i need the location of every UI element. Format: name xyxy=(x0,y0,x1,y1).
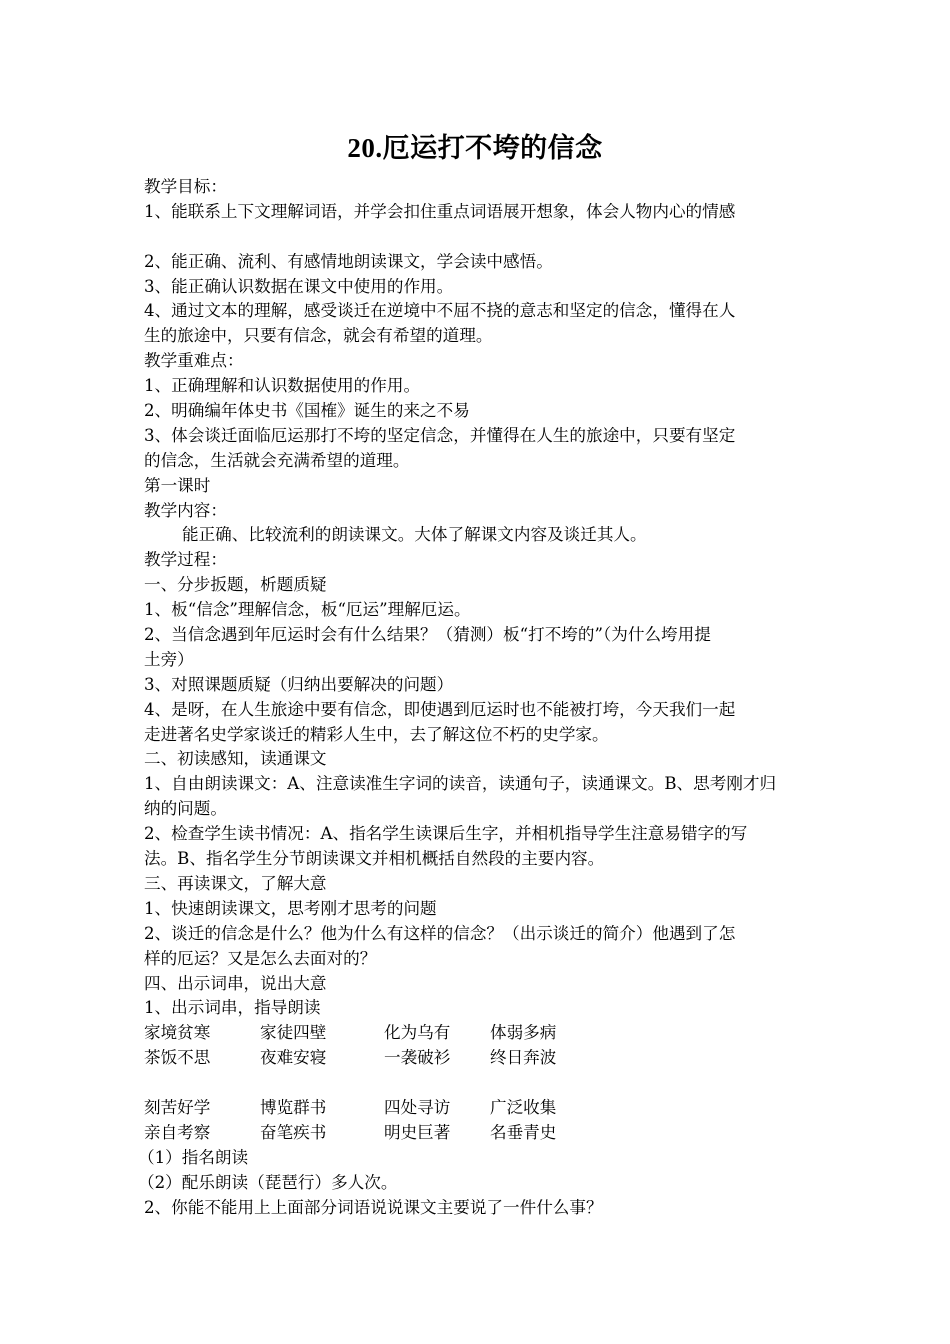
text-line: 的信念，生活就会充满希望的道理。 xyxy=(144,450,410,470)
step-heading: 一、分步扳题，析题质疑 xyxy=(144,575,327,595)
section-heading-key-points: 教学重难点： xyxy=(144,351,244,371)
text-line: （2）配乐朗读（琵琶行）多人次。 xyxy=(138,1172,398,1192)
text-line: 4、通过文本的理解，感受谈迁在逆境中不屈不挠的意志和坚定的信念，懂得在人 xyxy=(144,301,736,321)
section-heading-content: 教学内容： xyxy=(144,500,227,520)
word-item: 夜难安寝 xyxy=(260,1048,327,1068)
text-line: 1、正确理解和认识数据使用的作用。 xyxy=(144,376,421,396)
text-line: 土旁） xyxy=(144,649,194,669)
text-line: 1、出示词串，指导朗读 xyxy=(144,998,321,1018)
step-heading: 四、出示词串，说出大意 xyxy=(144,973,327,993)
text-line: 1、板“信念”理解信念，板“厄运”理解厄运。 xyxy=(144,600,471,620)
blank-line xyxy=(144,1071,812,1096)
word-item: 四处寻访 xyxy=(384,1097,451,1117)
text-line: 1、自由朗读课文：A、注意读准生字词的读音，读通句子，读通课文。B、思考刚才归 xyxy=(144,774,777,794)
step-heading: 三、再读课文，了解大意 xyxy=(144,873,327,893)
word-row xyxy=(144,1046,812,1071)
text-line: 1、能联系上下文理解词语，并学会扣住重点词语展开想象，体会人物内心的情感 xyxy=(144,201,736,221)
word-item: 明史巨著 xyxy=(384,1122,451,1142)
text-line: 走进著名史学家谈迁的精彩人生中，去了解这位不朽的史学家。 xyxy=(144,724,609,744)
text-line: 2、谈迁的信念是什么？他为什么有这样的信念？（出示谈迁的简介）他遇到了怎 xyxy=(144,923,736,943)
section-heading-lesson: 第一课时 xyxy=(144,475,211,495)
text-line: 2、能正确、流利、有感情地朗读课文，学会读中感悟。 xyxy=(144,251,553,271)
word-item: 一袭破衫 xyxy=(384,1048,451,1068)
text-line: 纳的问题。 xyxy=(144,799,227,819)
section-heading-objectives: 教学目标： xyxy=(144,177,227,196)
word-item: 亲自考察 xyxy=(144,1122,211,1142)
text-line: 样的厄运？又是怎么去面对的？ xyxy=(144,948,377,968)
text-line: 2、当信念遇到年厄运时会有什么结果？（猜测）板“打不垮的”（为什么垮用提 xyxy=(144,625,711,645)
word-item: 博览群书 xyxy=(260,1097,327,1117)
text-line: 生的旅途中，只要有信念，就会有希望的道理。 xyxy=(144,326,493,346)
text-line: 3、体会谈迁面临厄运那打不垮的坚定信念，并懂得在人生的旅途中，只要有坚定 xyxy=(144,425,736,445)
text-line: 2、明确编年体史书《国榷》诞生的来之不易 xyxy=(144,401,470,421)
word-item: 广泛收集 xyxy=(490,1097,557,1117)
word-item: 终日奔波 xyxy=(490,1048,557,1068)
text-line: （1）指名朗读 xyxy=(138,1147,249,1167)
text-line: 4、是呀，在人生旅途中要有信念，即使遇到厄运时也不能被打垮，今天我们一起 xyxy=(144,699,736,719)
word-item: 奋笔疾书 xyxy=(260,1122,327,1142)
section-heading-process: 教学过程： xyxy=(144,550,227,570)
word-item: 名垂青史 xyxy=(490,1122,557,1142)
word-row xyxy=(144,1121,812,1146)
blank-line xyxy=(144,225,812,250)
word-row xyxy=(144,1096,812,1121)
text-line: 1、快速朗读课文，思考刚才思考的问题 xyxy=(144,898,437,918)
word-item: 家境贫寒 xyxy=(144,1023,211,1043)
text-line: 能正确、比较流利的朗读课文。大体了解课文内容及谈迁其人。 xyxy=(182,525,647,545)
word-item: 体弱多病 xyxy=(490,1023,557,1043)
text-line: 3、对照课题质疑（归纳出要解决的问题） xyxy=(144,674,454,694)
word-item: 茶饭不思 xyxy=(144,1048,211,1068)
word-item: 家徒四壁 xyxy=(260,1023,327,1043)
word-row xyxy=(144,1021,812,1046)
text-line: 法。B、指名学生分节朗读课文并相机概括自然段的主要内容。 xyxy=(144,849,605,869)
step-heading: 二、初读感知，读通课文 xyxy=(144,749,327,769)
document-title: 20.厄运打不垮的信念 xyxy=(347,133,603,163)
document-body xyxy=(138,175,812,1220)
text-line: 2、检查学生读书情况：A、指名学生读课后生字，并相机指导学生注意易错字的写 xyxy=(144,824,748,844)
word-item: 化为乌有 xyxy=(384,1023,451,1043)
text-line: 2、你能不能用上上面部分词语说说课文主要说了一件什么事？ xyxy=(144,1197,603,1217)
text-line: 3、能正确认识数据在课文中使用的作用。 xyxy=(144,276,454,296)
word-item: 刻苦好学 xyxy=(144,1097,211,1117)
